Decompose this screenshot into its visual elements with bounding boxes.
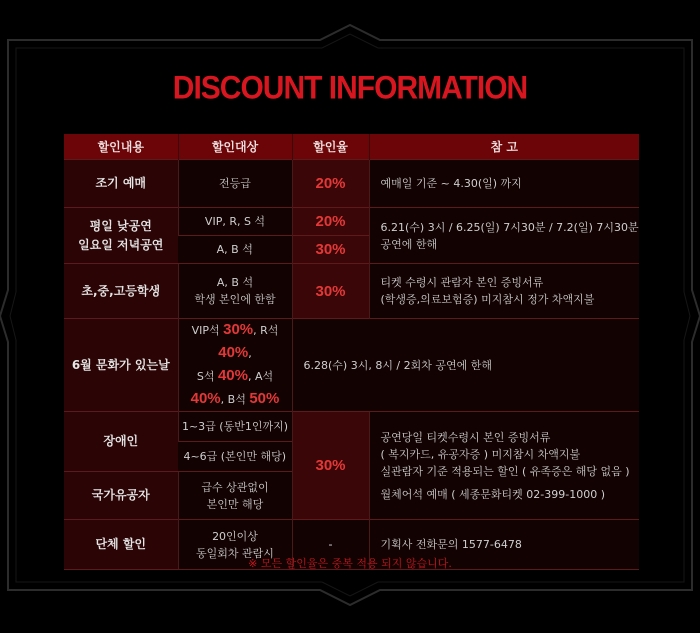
group-target-line1: 20인이상 <box>212 529 258 543</box>
header-discount-type: 할인내용 <box>64 134 178 160</box>
student-name: 초,중,고등학생 <box>64 264 178 319</box>
culture-vip-rate: 30% <box>223 321 254 338</box>
header-discount-target: 할인대상 <box>178 134 292 160</box>
disabled-target-b: 4~6급 (본인만 해당) <box>178 442 292 472</box>
culture-s-rate: 40% <box>217 367 248 384</box>
row-culture-day <box>64 319 639 412</box>
student-note-line1: 티켓 수령시 관람자 본인 증빙서류 <box>380 276 544 289</box>
culture-s-label: S석 <box>196 370 215 383</box>
group-target-line2: 동일회차 관람시 <box>196 546 274 560</box>
weekday-rate-a: 20% <box>292 208 369 236</box>
weekday-note <box>369 208 639 264</box>
veteran-target <box>178 472 292 520</box>
row-weekday-a <box>64 208 639 236</box>
culture-r-rate: 40% <box>218 344 249 361</box>
early-target: 전등급 <box>178 160 292 208</box>
student-target-line2: 학생 본인에 한함 <box>194 293 276 306</box>
student-note-line2: (학생증,의료보험증) 미지참시 정가 차액지불 <box>380 293 595 306</box>
culture-b-label: B석 <box>227 393 246 406</box>
disabled-note-line2: ( 복지카드, 유공자증 ) 미지참시 차액지불 <box>380 447 581 461</box>
veteran-name: 국가유공자 <box>64 472 178 520</box>
weekday-name <box>64 208 178 264</box>
weekday-rate-b: 30% <box>292 236 369 264</box>
culture-vip-label: VIP석 <box>191 324 220 337</box>
culture-a-rate: 40% <box>190 390 221 407</box>
weekday-name-line2: 일요일 저녁공연 <box>78 237 164 252</box>
disabled-note-line4: 월체어석 예매 ( 세종문화티켓 02-399-1000 ) <box>380 487 606 501</box>
group-note: 기획사 전화문의 1577-6478 <box>369 520 639 570</box>
header-discount-rate: 할인율 <box>292 134 369 160</box>
culture-line2: S석 40%, A석 40%, B석 50% <box>190 367 280 407</box>
weekday-note-line2: 공연에 한해 <box>380 237 438 251</box>
early-name: 조기 예매 <box>64 160 178 208</box>
student-note <box>369 264 639 319</box>
disabled-note-line1: 공연당일 티켓수령시 본인 증빙서류 <box>380 430 551 444</box>
culture-target <box>178 319 292 412</box>
weekday-note-line1: 6.21(수) 3시 / 6.25(일) 7시30분 / 7.2(일) 7시30분 <box>380 220 639 234</box>
culture-name: 6월 문화가 있는날 <box>64 319 178 412</box>
weekday-name-line1: 평일 낮공연 <box>89 218 152 233</box>
footnote: ※ 모든 할인율은 중복 적용 되지 않습니다. <box>248 557 452 570</box>
page-title: DISCOUNT INFORMATION <box>172 70 528 107</box>
disabled-veteran-note <box>369 412 639 520</box>
student-rate: 30% <box>292 264 369 319</box>
row-early-booking <box>64 160 639 208</box>
weekday-target-a: VIP, R, S 석 <box>178 208 292 236</box>
row-student <box>64 264 639 319</box>
group-rate: - <box>292 520 369 570</box>
disabled-target-a: 1~3급 (동반1인까지) <box>178 412 292 442</box>
header-reference: 참 고 <box>369 134 639 160</box>
culture-a-label: A석 <box>254 370 274 383</box>
veteran-target-line1: 급수 상관없이 <box>201 480 269 494</box>
early-note: 예매일 기준 ~ 4.30(일) 까지 <box>369 160 639 208</box>
culture-r-label: R석 <box>260 324 279 337</box>
row-disabled-a <box>64 412 639 442</box>
student-target-line1: A, B 석 <box>216 276 254 289</box>
disabled-name: 장애인 <box>64 412 178 472</box>
table-header-row <box>64 134 639 160</box>
culture-line1: VIP석 30%, R석 40%, <box>191 321 279 361</box>
early-rate: 20% <box>292 160 369 208</box>
culture-b-rate: 50% <box>249 390 280 407</box>
weekday-target-b: A, B 석 <box>178 236 292 264</box>
veteran-target-line2: 본인만 해당 <box>206 497 264 511</box>
discount-table <box>64 134 639 570</box>
student-target <box>178 264 292 319</box>
group-name: 단체 할인 <box>64 520 178 570</box>
culture-note: 6.28(수) 3시, 8시 / 2회차 공연에 한해 <box>292 319 639 412</box>
disabled-note-line3: 실관람자 기준 적용되는 할인 ( 유족증은 해당 없음 ) <box>380 464 630 478</box>
disabled-veteran-rate: 30% <box>292 412 369 520</box>
